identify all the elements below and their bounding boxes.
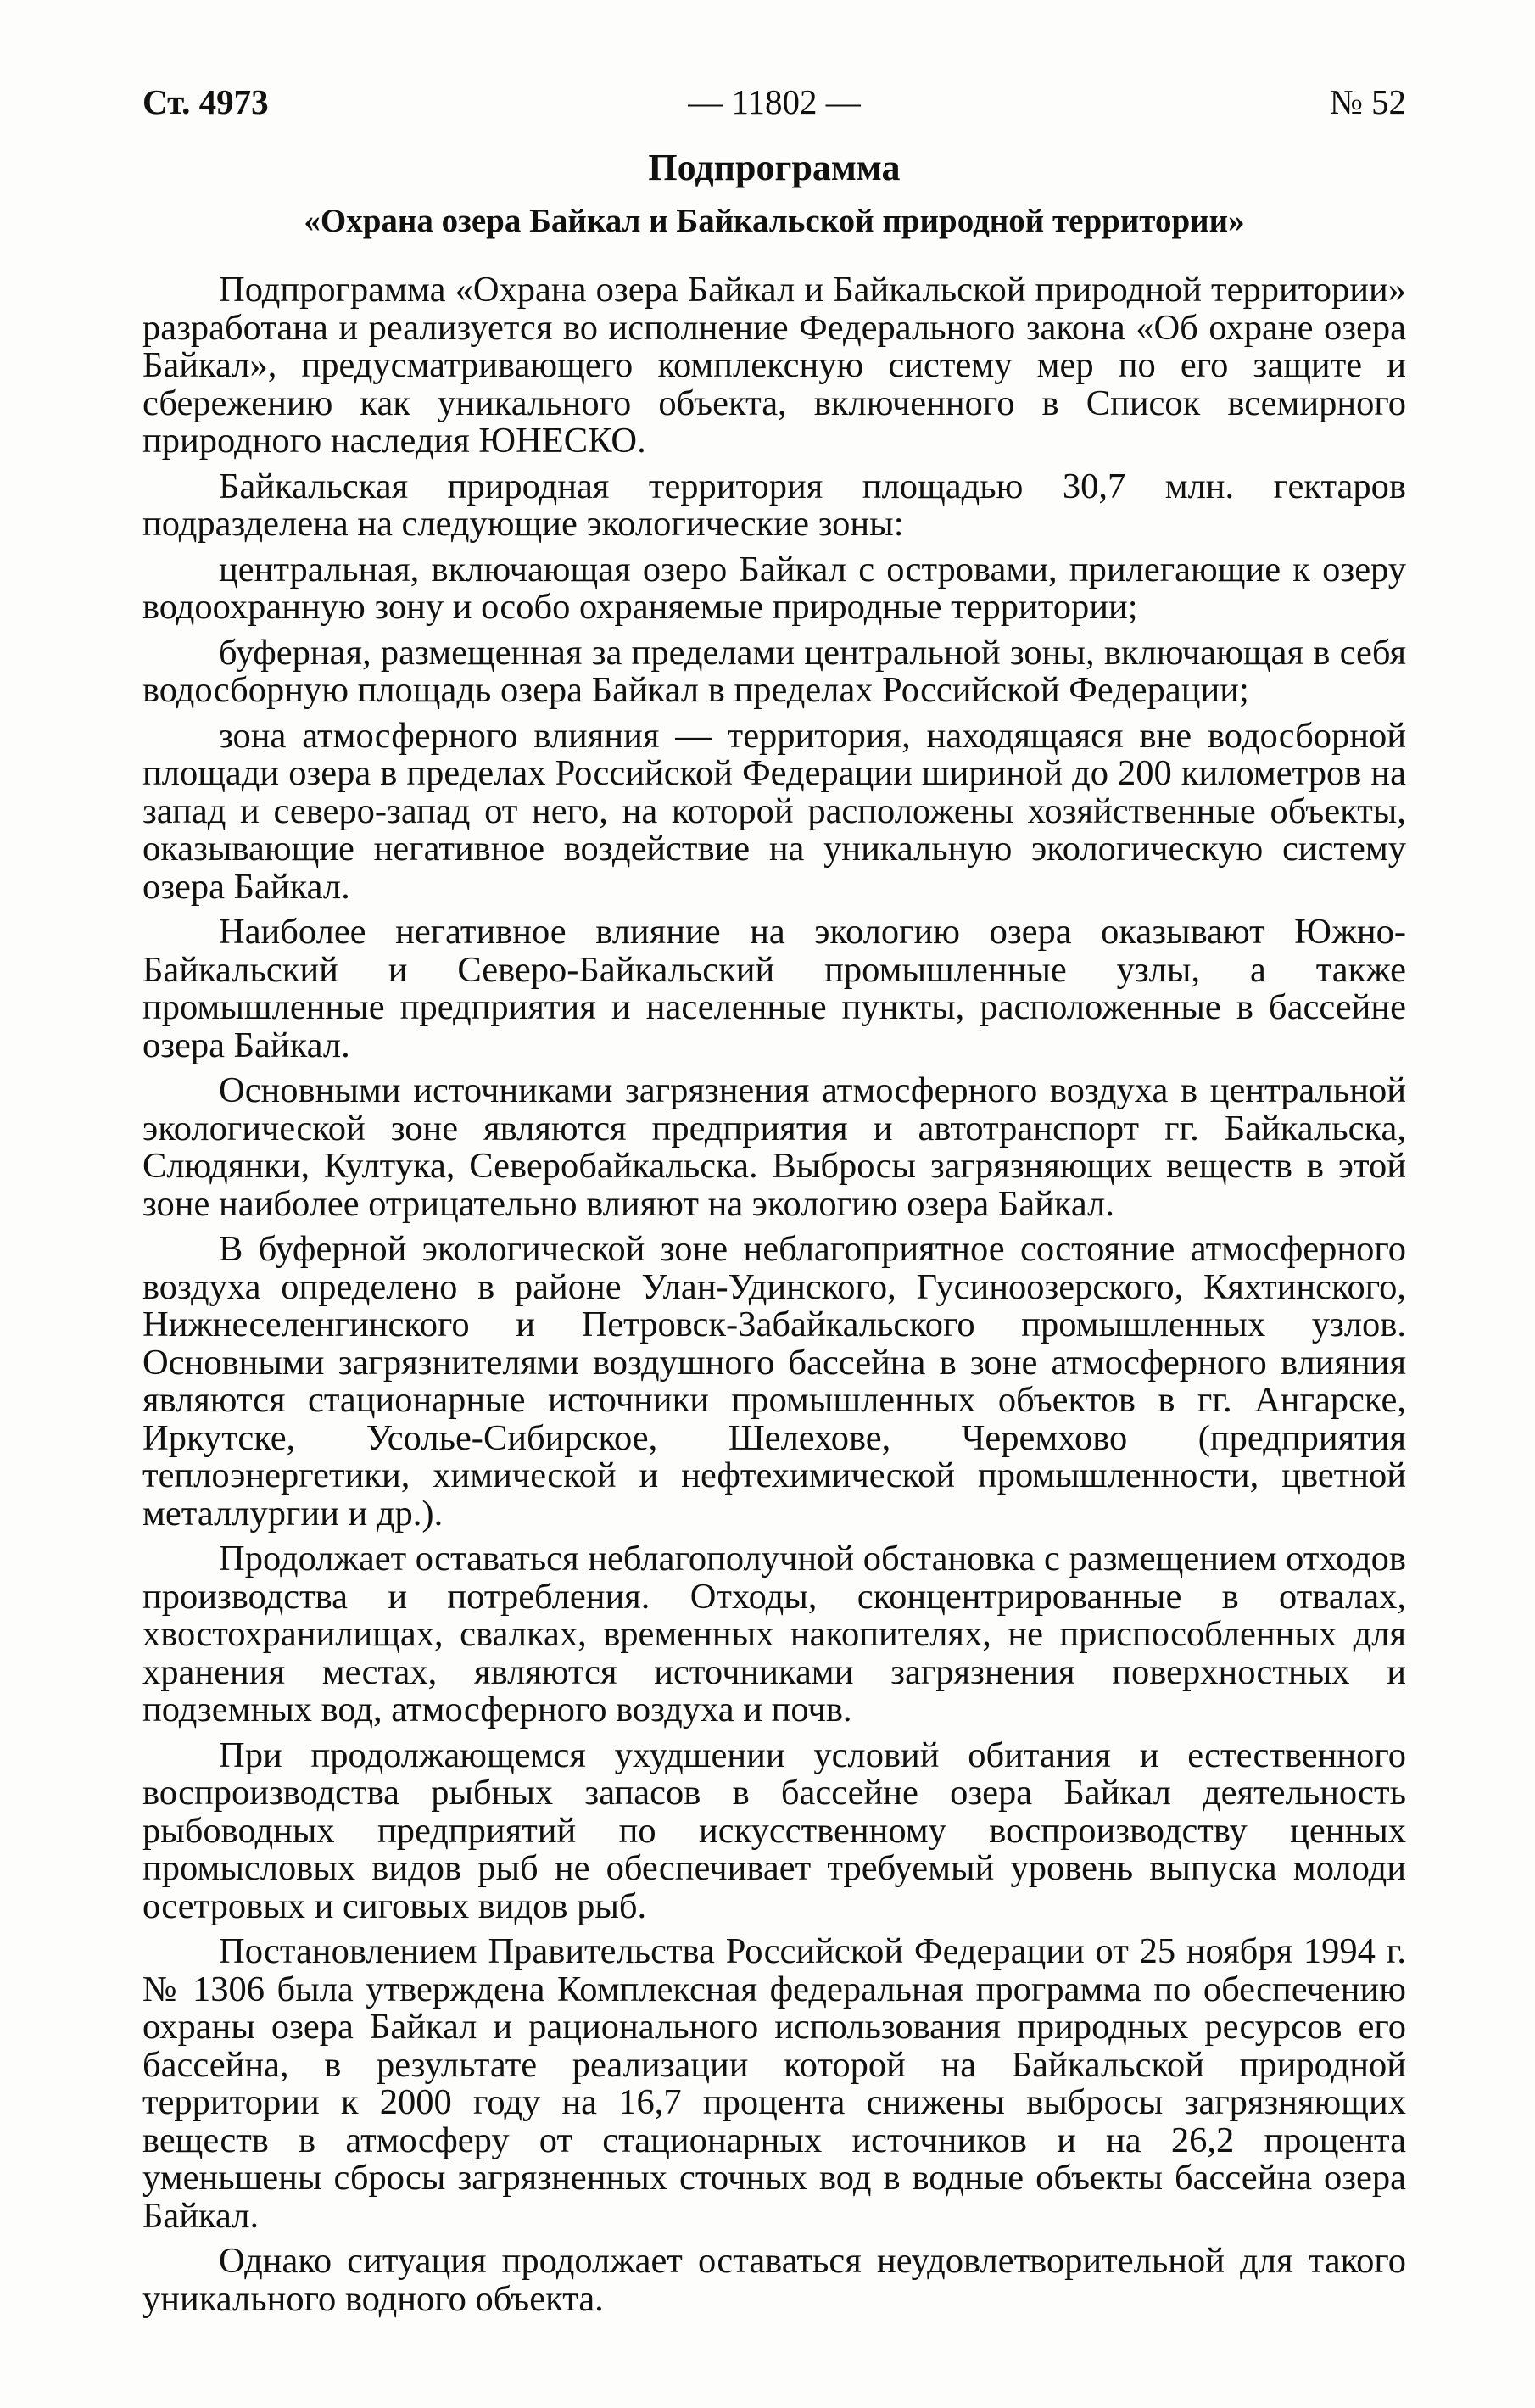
paragraph-9: Продолжает оставаться неблагополучной обстановка с размещением отходов производства и потребления. Отходы, сконцентрированные в отвалах, хвостохранилищах, свалках, временных накопителях, не приспособленных для хранения местах, являются источниками загрязнения поверхностных и подземных вод, атмосферного воздуха и почв. <box>142 1539 1406 1729</box>
article-number: Ст. 4973 <box>142 82 269 121</box>
running-header <box>142 76 1406 127</box>
paragraph-4: буферная, размещенная за пределами центральной зоны, включающая в себя водосборную площадь озера Байкал в пределах Российской Федерации; <box>142 632 1406 710</box>
paragraph-6: Наиболее негативное влияние на экологию озера оказывают Южно-Байкальский и Северо-Байкальский промышленные узлы, а также промышленные предприятия и населенные пункты, расположенные в бассейне озера Байкал. <box>142 912 1406 1065</box>
paragraph-7: Основными источниками загрязнения атмосферного воздуха в центральной экологической зоне являются предприятия и автотранспорт гг. Байкальска, Слюдянки, Култука, Северобайкальска. Выбросы загрязняющих веществ в этой зоне наиболее отрицательно влияют на экологию озера Байкал. <box>142 1070 1406 1224</box>
paragraph-3: центральная, включающая озеро Байкал с островами, прилегающие к озеру водоохранную зону и особо охраняемые природные территории; <box>142 549 1406 627</box>
paragraph-12: Однако ситуация продолжает оставаться неудовлетворительной для такого уникального водного объекта. <box>142 2241 1406 2319</box>
paragraph-5: зона атмосферного влияния — территория, находящаяся вне водосборной площади озера в пределах Российской Федерации шириной до 200 километров на запад и северо-запад от него, на которой расположены хозяйственные объекты, оказывающие негативное воздействие на уникальную экологическую систему озера Байкал. <box>142 715 1406 907</box>
paragraph-11: Постановлением Правительства Российской Федерации от 25 ноября 1994 г. № 1306 была утверждена Комплексная федеральная программа по обеспечению охраны озера Байкал и рационального использования природных ресурсов его бассейна, в результате реализации которой на Байкальской природной территории к 2000 году на 16,7 процента снижены выбросы загрязняющих веществ в атмосферу от стационарных источников и на 26,2 процента уменьшены сбросы загрязненных сточных вод в водные объекты бассейна озера Байкал. <box>142 1931 1406 2236</box>
body-text <box>142 271 1406 2318</box>
issue-number: № 52 <box>1329 82 1406 121</box>
section-subtitle: «Охрана озера Байкал и Байкальской природной территории» <box>304 203 1245 239</box>
page-number: — 11802 — <box>688 82 861 121</box>
section-title: Подпрограмма <box>648 147 901 188</box>
paragraph-1: Подпрограмма «Охрана озера Байкал и Байкальской природной территории» разработана и реализуется во исполнение Федерального закона «Об охране озера Байкал», предусматривающего комплексную систему мер по его защите и сбережению как уникального объекта, включенного в Список всемирного природного наследия ЮНЕСКО. <box>142 270 1406 461</box>
paragraph-8: В буферной экологической зоне неблагоприятное состояние атмосферного воздуха определено в районе Улан-Удинского, Гусиноозерского, Кяхтинского, Нижнеселенгинского и Петровск-Забайкальского промышленных узлов. Основными загрязнителями воздушного бассейна в зоне атмосферного влияния являются стационарные источники промышленных объектов в гг. Ангарске, Иркутске, Усолье-Сибирское, Шелехове, Черемхово (предприятия теплоэнергетики, химической и нефтехимической промышленности, цветной металлургии и др.). <box>142 1229 1406 1534</box>
paragraph-10: При продолжающемся ухудшении условий обитания и естественного воспроизводства рыбных запасов в бассейне озера Байкал деятельность рыбоводных предприятий по искусственному воспроизводству ценных промысловых видов рыб не обеспечивает требуемый уровень выпуска молоди осетровых и сиговых видов рыб. <box>142 1735 1406 1926</box>
paragraph-2: Байкальская природная территория площадью 30,7 млн. гектаров подразделена на следующие экологические зоны: <box>142 466 1406 544</box>
